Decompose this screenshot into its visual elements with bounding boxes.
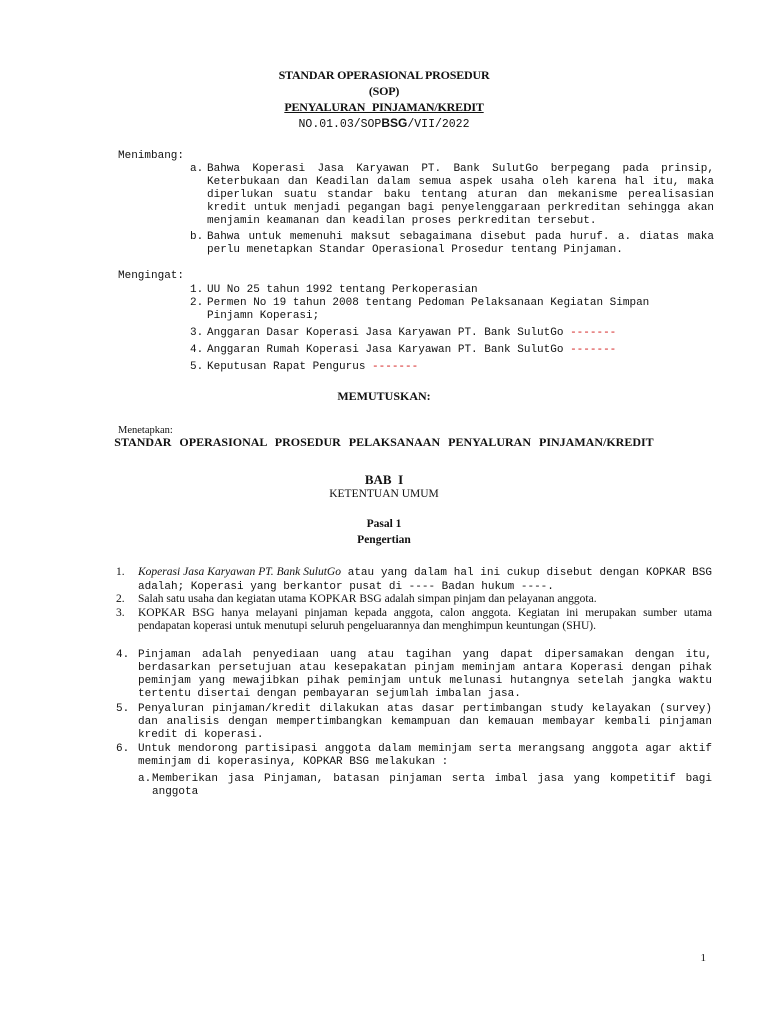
bab-subtitle: KETENTUAN UMUM [329,488,439,500]
mengingat-item-4 [190,344,690,357]
page-number: 1 [700,952,706,964]
mengingat-dash-5: ------- [372,361,419,373]
memutuskan-heading: MEMUTUSKAN: [337,389,431,403]
mengingat-text-4: Anggaran Rumah Koperasi Jasa Karyawan PT. Bank SulutGo [207,344,571,356]
menimbang-item-b [190,231,714,257]
pengertian-marker-5: 5. [116,703,130,715]
menimbang-text-a: Bahwa Koperasi Jasa Karyawan PT. Bank SulutGo berpegang pada prinsip, Keterbukaan dan Keadilan dalam semua aspek usaha oleh karena hal itu, maka diperlukan suatu standar baku tentang aturan dan mekanisme perealisasian kredit untuk menjadi pegangan bagi penyelenggaraan perkreditan sehingga akan menjamin keamanan dan keadilan proses perkreditan tersebut. [207,163,714,227]
mengingat-text-1: UU No 25 tahun 1992 tentang Perkoperasian [207,284,478,296]
menimbang-marker-b: b. [190,231,204,243]
pengertian-item-3 [116,607,712,633]
doc-number-code: BSG [381,116,408,130]
doc-subtitle: (SOP) [368,84,400,98]
doc-heading: PENYALURAN PINJAMAN/KREDIT [284,100,484,114]
pengertian-item-5 [116,703,712,742]
pengertian-submarker-a: a. [138,773,152,785]
mengingat-text-5: Keputusan Rapat Pengurus [207,361,373,373]
pengertian-item-4 [116,649,712,701]
pengertian-marker-2: 2. [116,593,125,605]
pengertian-marker-4: 4. [116,649,130,661]
mengingat-label: Mengingat: [118,270,185,282]
pengertian-marker-1: 1. [116,566,125,578]
pengertian-subitem-a [138,773,712,799]
menimbang-text-b: Bahwa untuk memenuhi maksut sebagaimana disebut pada huruf. a. diatas maka perlu menetapkan Standar Operasional Prosedur tentang Pinjaman. [207,231,714,256]
menimbang-label: Menimbang: [118,150,185,162]
menetapkan-label: Menetapkan: [118,425,173,436]
pengertian-text-4: Pinjaman adalah penyediaan uang atau tagihan yang dapat dipersamakan dengan itu, berdasarkan persetujuan atau kesepakatan pinjam meminjam antara Koperasi dengan pihak peminjam yang mewajibkan pihak peminjam untuk melunasi hutangnya setelah jangka waktu tertentu disertai dengan pembayaran sejumlah imbalan jasa. [138,649,712,700]
mengingat-dash-4: ------- [570,344,617,356]
pengertian-italic-1: Koperasi Jasa Karyawan PT. Bank SulutGo [138,566,341,578]
pengertian-item-6 [116,743,712,769]
pasal-title: Pasal 1 [366,518,402,530]
menetapkan-text: STANDAR OPERASIONAL PROSEDUR PELAKSANAAN PENYALURAN PINJAMAN/KREDIT [114,435,654,449]
mengingat-item-1 [190,284,690,297]
mengingat-text-3: Anggaran Dasar Koperasi Jasa Karyawan PT. Bank SulutGo [207,327,571,339]
pengertian-marker-6: 6. [116,743,130,755]
mengingat-dash-3: ------- [570,327,617,339]
mengingat-marker-5: 5. [190,361,204,373]
pengertian-item-1 [116,566,712,594]
mengingat-item-5 [190,361,690,374]
doc-number-suffix: /VII/2022 [407,118,470,131]
mengingat-item-3 [190,327,690,340]
pengertian-subtext-a: Memberikan jasa Pinjaman, batasan pinjaman serta imbal jasa yang kompetitif bagi anggota [152,773,712,798]
pengertian-marker-3: 3. [116,607,125,619]
doc-number [0,116,768,131]
bab-title: BAB I [364,472,404,487]
pengertian-text-1: atau yang dalam hal ini cukup disebut dengan KOPKAR BSG adalah; Koperasi yang berkantor pusat di ---- Badan hukum ----. [138,567,712,593]
mengingat-marker-3: 3. [190,327,204,339]
doc-number-prefix: NO.01.03/SOP [298,118,382,131]
pengertian-text-5: Penyaluran pinjaman/kredit dilakukan atas dasar pertimbangan study kelayakan (survey) dan analisis dengan mempertimbangkan kemampuan dan kemauan membayar kembali pinjaman kredit di koperasi. [138,703,712,741]
menimbang-item-a [190,163,714,228]
pengertian-text-2: Salah satu usaha dan kegiatan utama KOPKAR BSG adalah simpan pinjam dan pelayanan anggota. [138,593,597,605]
mengingat-item-2 [190,297,690,323]
pengertian-text-6: Untuk mendorong partisipasi anggota dalam meminjam serta merangsang anggota agar aktif meminjam di koperasinya, KOPKAR BSG melakukan : [138,743,712,768]
mengingat-marker-1: 1. [190,284,204,296]
menimbang-marker-a: a. [190,163,204,175]
pasal-subtitle: Pengertian [357,534,411,546]
mengingat-marker-4: 4. [190,344,204,356]
pengertian-text-3: KOPKAR BSG hanya melayani pinjaman kepada anggota, calon anggota. Kegiatan ini merupakan sumber utama pendapatan koperasi untuk menutupi seluruh pengeluarannya dan menghimpun keuntungan (SHU). [138,607,712,632]
mengingat-text-2: Permen No 19 tahun 2008 tentang Pedoman Pelaksanaan Kegiatan Simpan Pinjamn Koperasi; [207,297,650,322]
pengertian-item-2 [116,593,712,606]
doc-title: STANDAR OPERASIONAL PROSEDUR [278,68,490,82]
mengingat-marker-2: 2. [190,297,204,309]
